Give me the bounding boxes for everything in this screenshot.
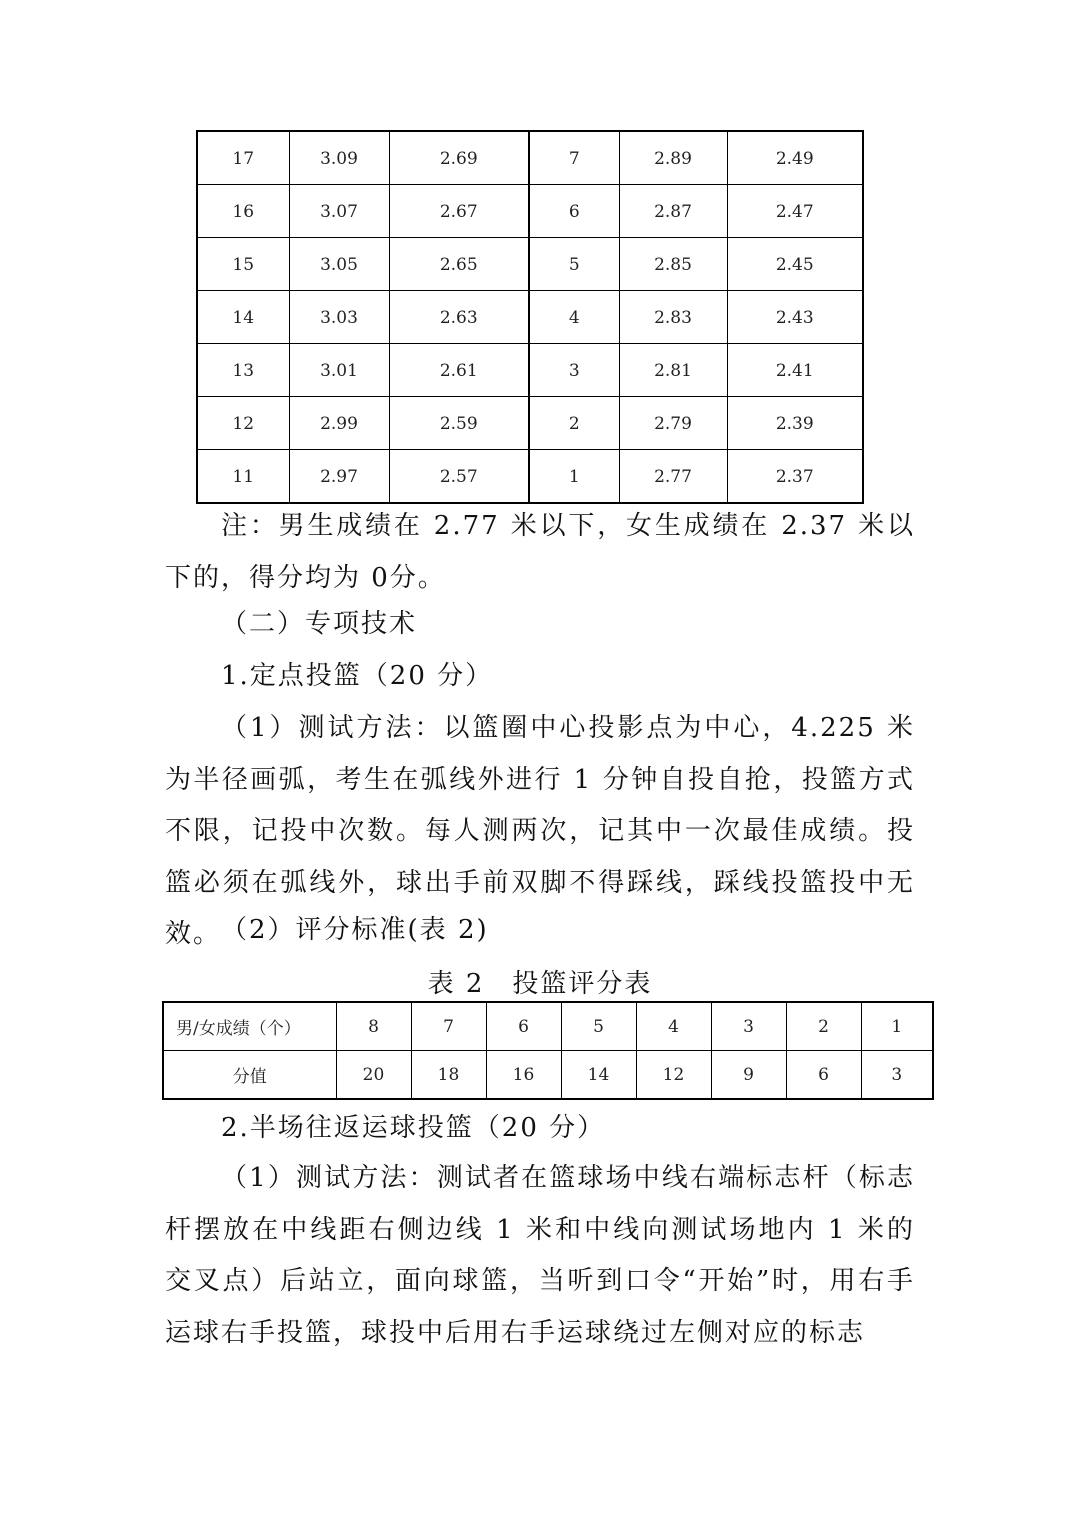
table-cell: 2.81 (619, 344, 727, 397)
shooting-score-table (162, 1001, 934, 1100)
table-cell: 3.03 (289, 291, 389, 344)
table-cell: 20 (336, 1051, 411, 1100)
table-cell: 2.99 (289, 397, 389, 450)
table2-row-score (163, 1051, 933, 1100)
item2-title: 2.半场往返运球投篮（20 分） (221, 1113, 606, 1143)
table-cell: 2.41 (727, 344, 863, 397)
table-cell: 1 (861, 1002, 933, 1051)
table-cell: 18 (411, 1051, 486, 1100)
table-cell: 2.63 (389, 291, 529, 344)
table-cell: 8 (336, 1002, 411, 1051)
table-cell: 12 (636, 1051, 711, 1100)
table-cell: 16 (486, 1051, 561, 1100)
table-cell: 2.83 (619, 291, 727, 344)
table-cell: 2.87 (619, 185, 727, 238)
table-cell: 16 (197, 185, 289, 238)
table-cell: 1 (529, 450, 619, 504)
table-cell: 2 (529, 397, 619, 450)
table-cell: 3.09 (289, 131, 389, 185)
table-cell: 15 (197, 238, 289, 291)
table-cell: 3.05 (289, 238, 389, 291)
table-cell: 9 (711, 1051, 786, 1100)
table-row (197, 131, 863, 185)
table-cell: 2.43 (727, 291, 863, 344)
table-row (197, 185, 863, 238)
table-cell: 3 (711, 1002, 786, 1051)
table2-row-label: 分值 (163, 1051, 336, 1100)
table-row (197, 397, 863, 450)
table-cell: 3.07 (289, 185, 389, 238)
score-table-1 (196, 130, 864, 504)
table-cell: 7 (411, 1002, 486, 1051)
table-cell: 2.47 (727, 185, 863, 238)
table-row (197, 450, 863, 504)
table-cell: 2.39 (727, 397, 863, 450)
table-cell: 12 (197, 397, 289, 450)
table-row (197, 291, 863, 344)
item2-method-paragraph: （1）测试方法：测试者在篮球场中线右端标志杆（标志杆摆放在中线距右侧边线 1 米和中线向测试场地内 1 米的交叉点）后站立，面向球篮，当听到口令“开始”时，用右手运球右手投篮，球投中后用右手运球绕过左侧对应的标志 (165, 1163, 915, 1348)
score-table-1-body (197, 131, 863, 503)
table-cell: 2.67 (389, 185, 529, 238)
table-cell: 7 (529, 131, 619, 185)
table-cell: 17 (197, 131, 289, 185)
table-cell: 5 (561, 1002, 636, 1051)
note-paragraph: 注：男生成绩在 2.77 米以下，女生成绩在 2.37 米以下的，得分均为 0分。 (165, 511, 915, 593)
table-cell: 5 (529, 238, 619, 291)
table-cell: 2.77 (619, 450, 727, 504)
item1-title: 1.定点投篮（20 分） (221, 661, 494, 691)
table-cell: 14 (197, 291, 289, 344)
section-heading-special-skills: （二）专项技术 (221, 609, 418, 639)
table-cell: 2.65 (389, 238, 529, 291)
table-cell: 2.97 (289, 450, 389, 504)
item1-scoring-heading: （2）评分标准(表 2) (221, 915, 489, 945)
table-cell: 3.01 (289, 344, 389, 397)
table2-row-result (163, 1002, 933, 1051)
table-cell: 2.49 (727, 131, 863, 185)
table-row (197, 344, 863, 397)
table-cell: 2.57 (389, 450, 529, 504)
table-cell: 3 (861, 1051, 933, 1100)
table-cell: 3 (529, 344, 619, 397)
table-cell: 2.59 (389, 397, 529, 450)
table-cell: 2.69 (389, 131, 529, 185)
item1-method-paragraph: （1）测试方法：以篮圈中心投影点为中心，4.225 米为半径画弧，考生在弧线外进行 1 分钟自投自抢，投篮方式不限，记投中次数。每人测两次，记其中一次最佳成绩。投篮必须在弧线外，球出手前双脚不得踩线，踩线投篮投中无效。 (165, 713, 915, 949)
table-cell: 14 (561, 1051, 636, 1100)
table-cell: 2.89 (619, 131, 727, 185)
table-cell: 2.61 (389, 344, 529, 397)
table-cell: 4 (529, 291, 619, 344)
table2-caption: 表 2 投篮评分表 (427, 969, 653, 999)
table-cell: 4 (636, 1002, 711, 1051)
table-cell: 2.37 (727, 450, 863, 504)
table-cell: 6 (486, 1002, 561, 1051)
table-cell: 6 (786, 1051, 861, 1100)
table-cell: 2.79 (619, 397, 727, 450)
table-row (197, 238, 863, 291)
table-cell: 2 (786, 1002, 861, 1051)
table-cell: 2.85 (619, 238, 727, 291)
table2-row-label: 男/女成绩（个） (163, 1002, 336, 1051)
table-cell: 11 (197, 450, 289, 504)
table-cell: 2.45 (727, 238, 863, 291)
table-cell: 13 (197, 344, 289, 397)
table-cell: 6 (529, 185, 619, 238)
